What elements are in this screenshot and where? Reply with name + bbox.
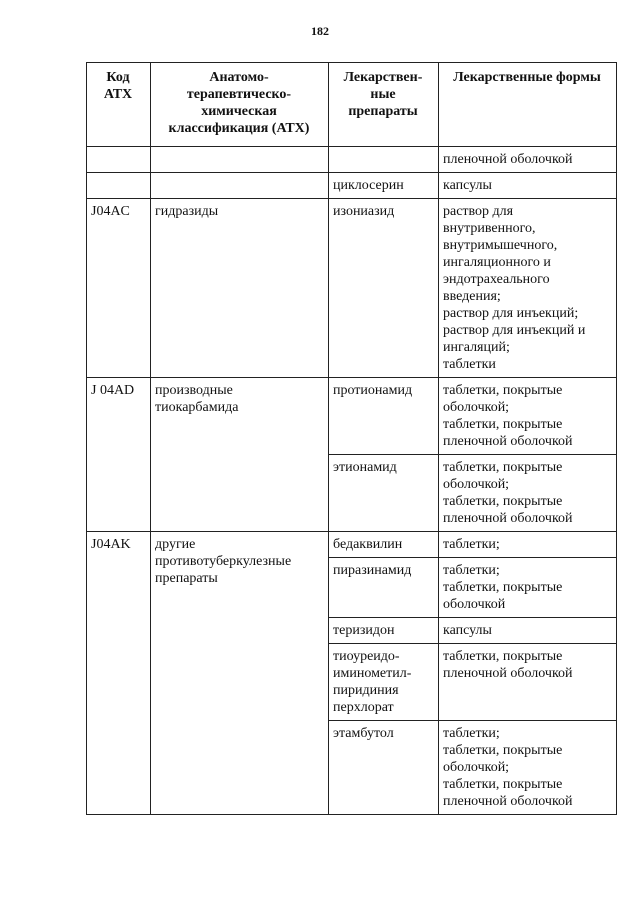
cell-code: J 04AD [87, 378, 151, 532]
cell-forms [439, 644, 617, 721]
forms-line: пленочной оболочкой [443, 794, 573, 809]
forms-line: пленочной оболочкой [443, 511, 573, 526]
header-preparations-line: препараты [348, 104, 418, 119]
atx-drug-table [86, 62, 617, 815]
cell-drug [329, 378, 439, 455]
drug-line: этамбутол [333, 726, 394, 741]
class-line: препараты [155, 571, 218, 586]
forms-line: оболочкой; [443, 760, 510, 775]
forms-line: ингаляций; [443, 340, 510, 355]
cell-code: J04AC [87, 199, 151, 378]
forms-line: внутримышечного, [443, 238, 558, 253]
cell-forms [439, 532, 617, 558]
forms-line: внутривенного, [443, 221, 536, 236]
forms-line: пленочной оболочкой [443, 434, 573, 449]
header-classification-line: классификация (АТХ) [168, 121, 310, 136]
header-forms-line: Лекарственные формы [453, 70, 601, 85]
drug-line: тиоуреидо- [333, 649, 400, 664]
forms-line: таблетки; [443, 563, 500, 578]
header-code [87, 63, 151, 147]
forms-line: капсулы [443, 623, 492, 638]
cell-classification [151, 378, 329, 532]
header-classification [151, 63, 329, 147]
cell-classification [151, 199, 329, 378]
cell-forms [439, 455, 617, 532]
header-preparations-line: Лекарствен- [343, 70, 423, 85]
forms-line: введения; [443, 289, 501, 304]
class-line: тиокарбамида [155, 400, 239, 415]
forms-line: раствор для инъекций и [443, 323, 586, 338]
forms-line: капсулы [443, 178, 492, 193]
cell-forms [439, 721, 617, 815]
forms-line: таблетки, покрытые [443, 494, 563, 509]
cell-forms [439, 173, 617, 199]
drug-line: бедаквилин [333, 537, 403, 552]
header-preparations [329, 63, 439, 147]
cell-drug [329, 173, 439, 199]
class-line: противотуберкулезные [155, 554, 292, 569]
cell-drug [329, 558, 439, 618]
drug-line: теризидон [333, 623, 395, 638]
forms-line: таблетки; [443, 537, 500, 552]
cell-forms [439, 199, 617, 378]
forms-line: таблетки, покрытые [443, 649, 563, 664]
header-classification-line: терапевтическо- [186, 87, 292, 102]
class-line: производные [155, 383, 233, 398]
cell-code [87, 147, 151, 173]
table-row [87, 532, 617, 558]
drug-line: пиридиния [333, 683, 399, 698]
cell-drug [329, 199, 439, 378]
forms-line: пленочной оболочкой [443, 666, 573, 681]
forms-line: оболочкой; [443, 400, 510, 415]
cell-forms [439, 618, 617, 644]
table-header-row [87, 63, 617, 147]
forms-line: таблетки, покрытые [443, 777, 563, 792]
page-number: 182 [311, 24, 329, 38]
class-line: гидразиды [155, 204, 219, 219]
header-forms [439, 63, 617, 147]
table-row [87, 173, 617, 199]
cell-classification [151, 147, 329, 173]
cell-forms [439, 147, 617, 173]
drug-line: циклосерин [333, 178, 404, 193]
cell-drug [329, 455, 439, 532]
forms-line: таблетки [443, 357, 496, 372]
forms-line: раствор для [443, 204, 514, 219]
forms-line: таблетки; [443, 726, 500, 741]
header-classification-line: химическая [201, 104, 277, 119]
table-row [87, 199, 617, 378]
drug-line: перхлорат [333, 700, 394, 715]
forms-line: оболочкой [443, 597, 506, 612]
drug-line: этионамид [333, 460, 397, 475]
forms-line: таблетки, покрытые [443, 417, 563, 432]
drug-line: изониазид [333, 204, 395, 219]
forms-line: ингаляционного и [443, 255, 551, 270]
header-classification-line: Анатомо- [209, 70, 269, 85]
forms-line: таблетки, покрытые [443, 743, 563, 758]
forms-line: таблетки, покрытые [443, 460, 563, 475]
cell-code [87, 173, 151, 199]
cell-forms [439, 378, 617, 455]
drug-line: пиразинамид [333, 563, 412, 578]
table-row [87, 147, 617, 173]
forms-line: раствор для инъекций; [443, 306, 579, 321]
drug-line: протионамид [333, 383, 413, 398]
header-preparations-line: ные [370, 87, 396, 102]
cell-drug [329, 721, 439, 815]
cell-drug [329, 147, 439, 173]
drug-line: иминометил- [333, 666, 412, 681]
forms-line: эндотрахеального [443, 272, 550, 287]
cell-drug [329, 532, 439, 558]
cell-classification [151, 173, 329, 199]
cell-drug [329, 644, 439, 721]
forms-line: таблетки, покрытые [443, 383, 563, 398]
forms-line: пленочной оболочкой [443, 152, 573, 167]
cell-drug [329, 618, 439, 644]
cell-code: J04AK [87, 532, 151, 815]
header-code-line: АТХ [103, 87, 133, 102]
header-code-line: Код [106, 70, 130, 85]
class-line: другие [155, 537, 196, 552]
forms-line: таблетки, покрытые [443, 580, 563, 595]
table-row [87, 378, 617, 455]
forms-line: оболочкой; [443, 477, 510, 492]
cell-forms [439, 558, 617, 618]
cell-classification [151, 532, 329, 815]
